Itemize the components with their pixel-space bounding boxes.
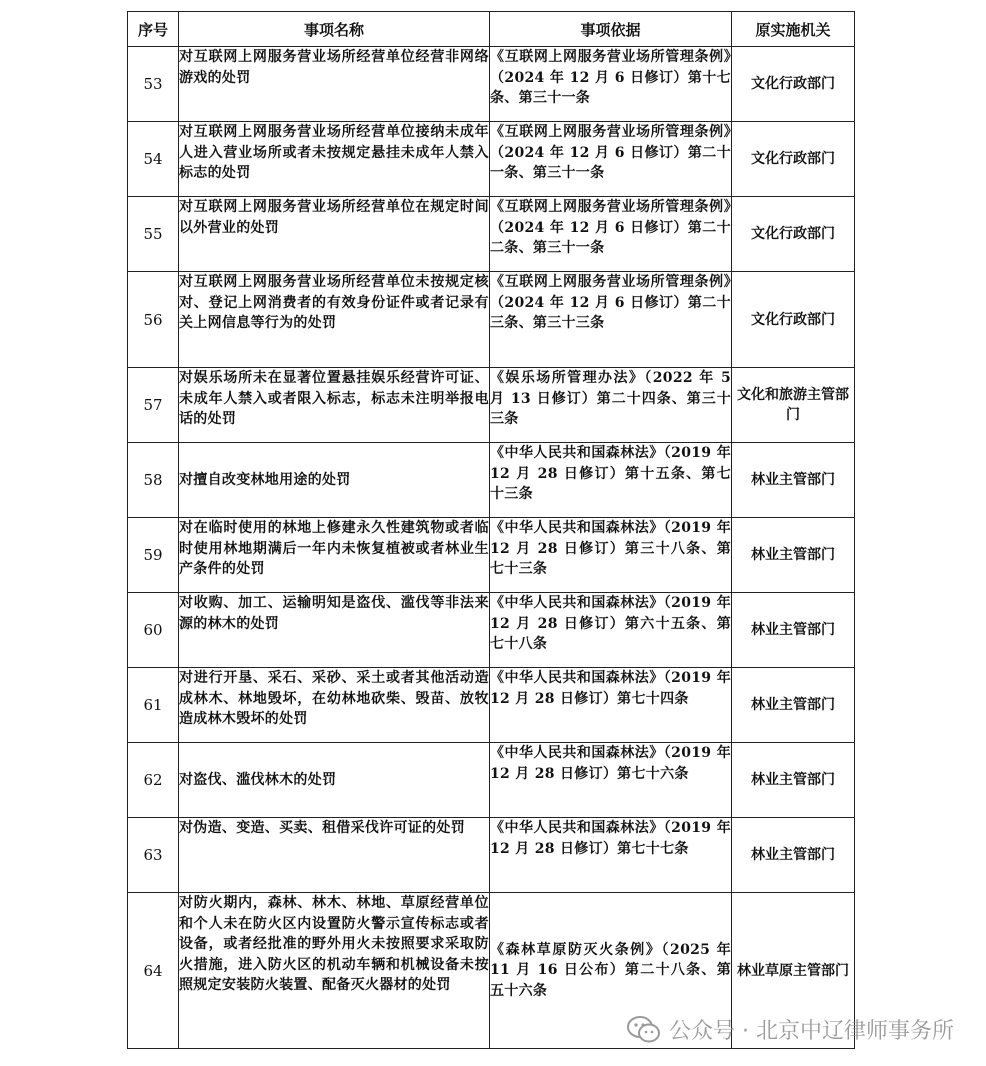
watermark-text: 公众号 · 北京中辽律师事务所 xyxy=(669,1019,954,1044)
item-name: 对收购、加工、运输明知是盗伐、滥伐等非法来源的林木的处罚 xyxy=(179,593,490,668)
row-number: 58 xyxy=(128,443,179,518)
table-header-row xyxy=(128,12,855,47)
item-name: 对互联网上网服务营业场所经营单位在规定时间以外营业的处罚 xyxy=(179,197,490,272)
item-name: 对盗伐、滥伐林木的处罚 xyxy=(179,743,490,818)
item-name: 对伪造、变造、买卖、租借采伐许可证的处罚 xyxy=(179,818,490,893)
item-basis: 《互联网上网服务营业场所管理条例》（2024 年 12 月 6 日修订）第十七条、第三十一条 xyxy=(490,47,732,122)
header-name: 事项名称 xyxy=(179,12,490,47)
header-seq: 序号 xyxy=(128,12,179,47)
item-basis: 《森林草原防灭火条例》（2025 年 11 月 16 日公布）第二十八条、第五十六条 xyxy=(490,893,732,1049)
row-number: 59 xyxy=(128,518,179,593)
item-agency: 林业草原主管部门 xyxy=(732,893,855,1049)
table-row xyxy=(128,47,855,122)
row-number: 64 xyxy=(128,893,179,1049)
header-agency: 原实施机关 xyxy=(732,12,855,47)
item-basis: 《中华人民共和国森林法》（2019 年 12 月 28 日修订）第十五条、第七十三条 xyxy=(490,443,732,518)
item-name: 对进行开垦、采石、采砂、采土或者其他活动造成林木、林地毁坏，在幼林地砍柴、毁苗、放牧造成林木毁坏的处罚 xyxy=(179,668,490,743)
item-agency: 文化行政部门 xyxy=(732,47,855,122)
item-name: 对互联网上网服务营业场所经营单位接纳未成年人进入营业场所或者未按规定悬挂未成年人禁入标志的处罚 xyxy=(179,122,490,197)
table-row xyxy=(128,668,855,743)
item-name: 对防火期内，森林、林木、林地、草原经营单位和个人未在防火区内设置防火警示宣传标志或者设备，或者经批准的野外用火未按照要求采取防火措施，进入防火区的机动车辆和机械设备未按照规定安装防火装置、配备灭火器材的处罚 xyxy=(179,893,490,1049)
item-agency: 文化行政部门 xyxy=(732,122,855,197)
row-number: 62 xyxy=(128,743,179,818)
table-row xyxy=(128,272,855,368)
row-number: 55 xyxy=(128,197,179,272)
item-name: 对互联网上网服务营业场所经营单位经营非网络游戏的处罚 xyxy=(179,47,490,122)
row-number: 63 xyxy=(128,818,179,893)
item-agency: 林业主管部门 xyxy=(732,668,855,743)
item-basis: 《中华人民共和国森林法》（2019 年 12 月 28 日修订）第七十七条 xyxy=(490,818,732,893)
regulation-table xyxy=(127,11,855,1049)
item-agency: 文化行政部门 xyxy=(732,197,855,272)
item-basis: 《中华人民共和国森林法》（2019 年 12 月 28 日修订）第六十五条、第七十八条 xyxy=(490,593,732,668)
table-row xyxy=(128,518,855,593)
item-basis: 《互联网上网服务营业场所管理条例》（2024 年 12 月 6 日修订）第二十一条、第三十一条 xyxy=(490,122,732,197)
wechat-watermark xyxy=(627,1014,954,1045)
item-basis: 《互联网上网服务营业场所管理条例》（2024 年 12 月 6 日修订）第二十二条、第三十一条 xyxy=(490,197,732,272)
item-name: 对互联网上网服务营业场所经营单位未按规定核对、登记上网消费者的有效身份证件或者记录有关上网信息等行为的处罚 xyxy=(179,272,490,368)
item-basis: 《互联网上网服务营业场所管理条例》（2024 年 12 月 6 日修订）第二十三条、第三十三条 xyxy=(490,272,732,368)
header-basis: 事项依据 xyxy=(490,12,732,47)
item-agency: 林业主管部门 xyxy=(732,743,855,818)
item-agency: 林业主管部门 xyxy=(732,818,855,893)
row-number: 54 xyxy=(128,122,179,197)
item-name: 对擅自改变林地用途的处罚 xyxy=(179,443,490,518)
item-agency: 林业主管部门 xyxy=(732,443,855,518)
item-name: 对在临时使用的林地上修建永久性建筑物或者临时使用林地期满后一年内未恢复植被或者林业生产条件的处罚 xyxy=(179,518,490,593)
item-basis: 《娱乐场所管理办法》（2022 年 5 月 13 日修订）第二十四条、第三十三条 xyxy=(490,368,732,443)
row-number: 53 xyxy=(128,47,179,122)
table-row xyxy=(128,818,855,893)
table-row xyxy=(128,122,855,197)
table-row xyxy=(128,593,855,668)
item-basis: 《中华人民共和国森林法》（2019 年 12 月 28 日修订）第七十四条 xyxy=(490,668,732,743)
item-basis: 《中华人民共和国森林法》（2019 年 12 月 28 日修订）第三十八条、第七十三条 xyxy=(490,518,732,593)
item-agency: 林业主管部门 xyxy=(732,518,855,593)
item-agency: 文化行政部门 xyxy=(732,272,855,368)
item-agency: 文化和旅游主管部门 xyxy=(732,368,855,443)
item-basis: 《中华人民共和国森林法》（2019 年 12 月 28 日修订）第七十六条 xyxy=(490,743,732,818)
table-row xyxy=(128,743,855,818)
item-agency: 林业主管部门 xyxy=(732,593,855,668)
wechat-icon xyxy=(627,1016,661,1044)
table-row xyxy=(128,443,855,518)
table-row xyxy=(128,368,855,443)
row-number: 60 xyxy=(128,593,179,668)
row-number: 61 xyxy=(128,668,179,743)
row-number: 56 xyxy=(128,272,179,368)
row-number: 57 xyxy=(128,368,179,443)
item-name: 对娱乐场所未在显著位置悬挂娱乐经营许可证、未成年人禁入或者限入标志，标志未注明举报电话的处罚 xyxy=(179,368,490,443)
table-row xyxy=(128,197,855,272)
